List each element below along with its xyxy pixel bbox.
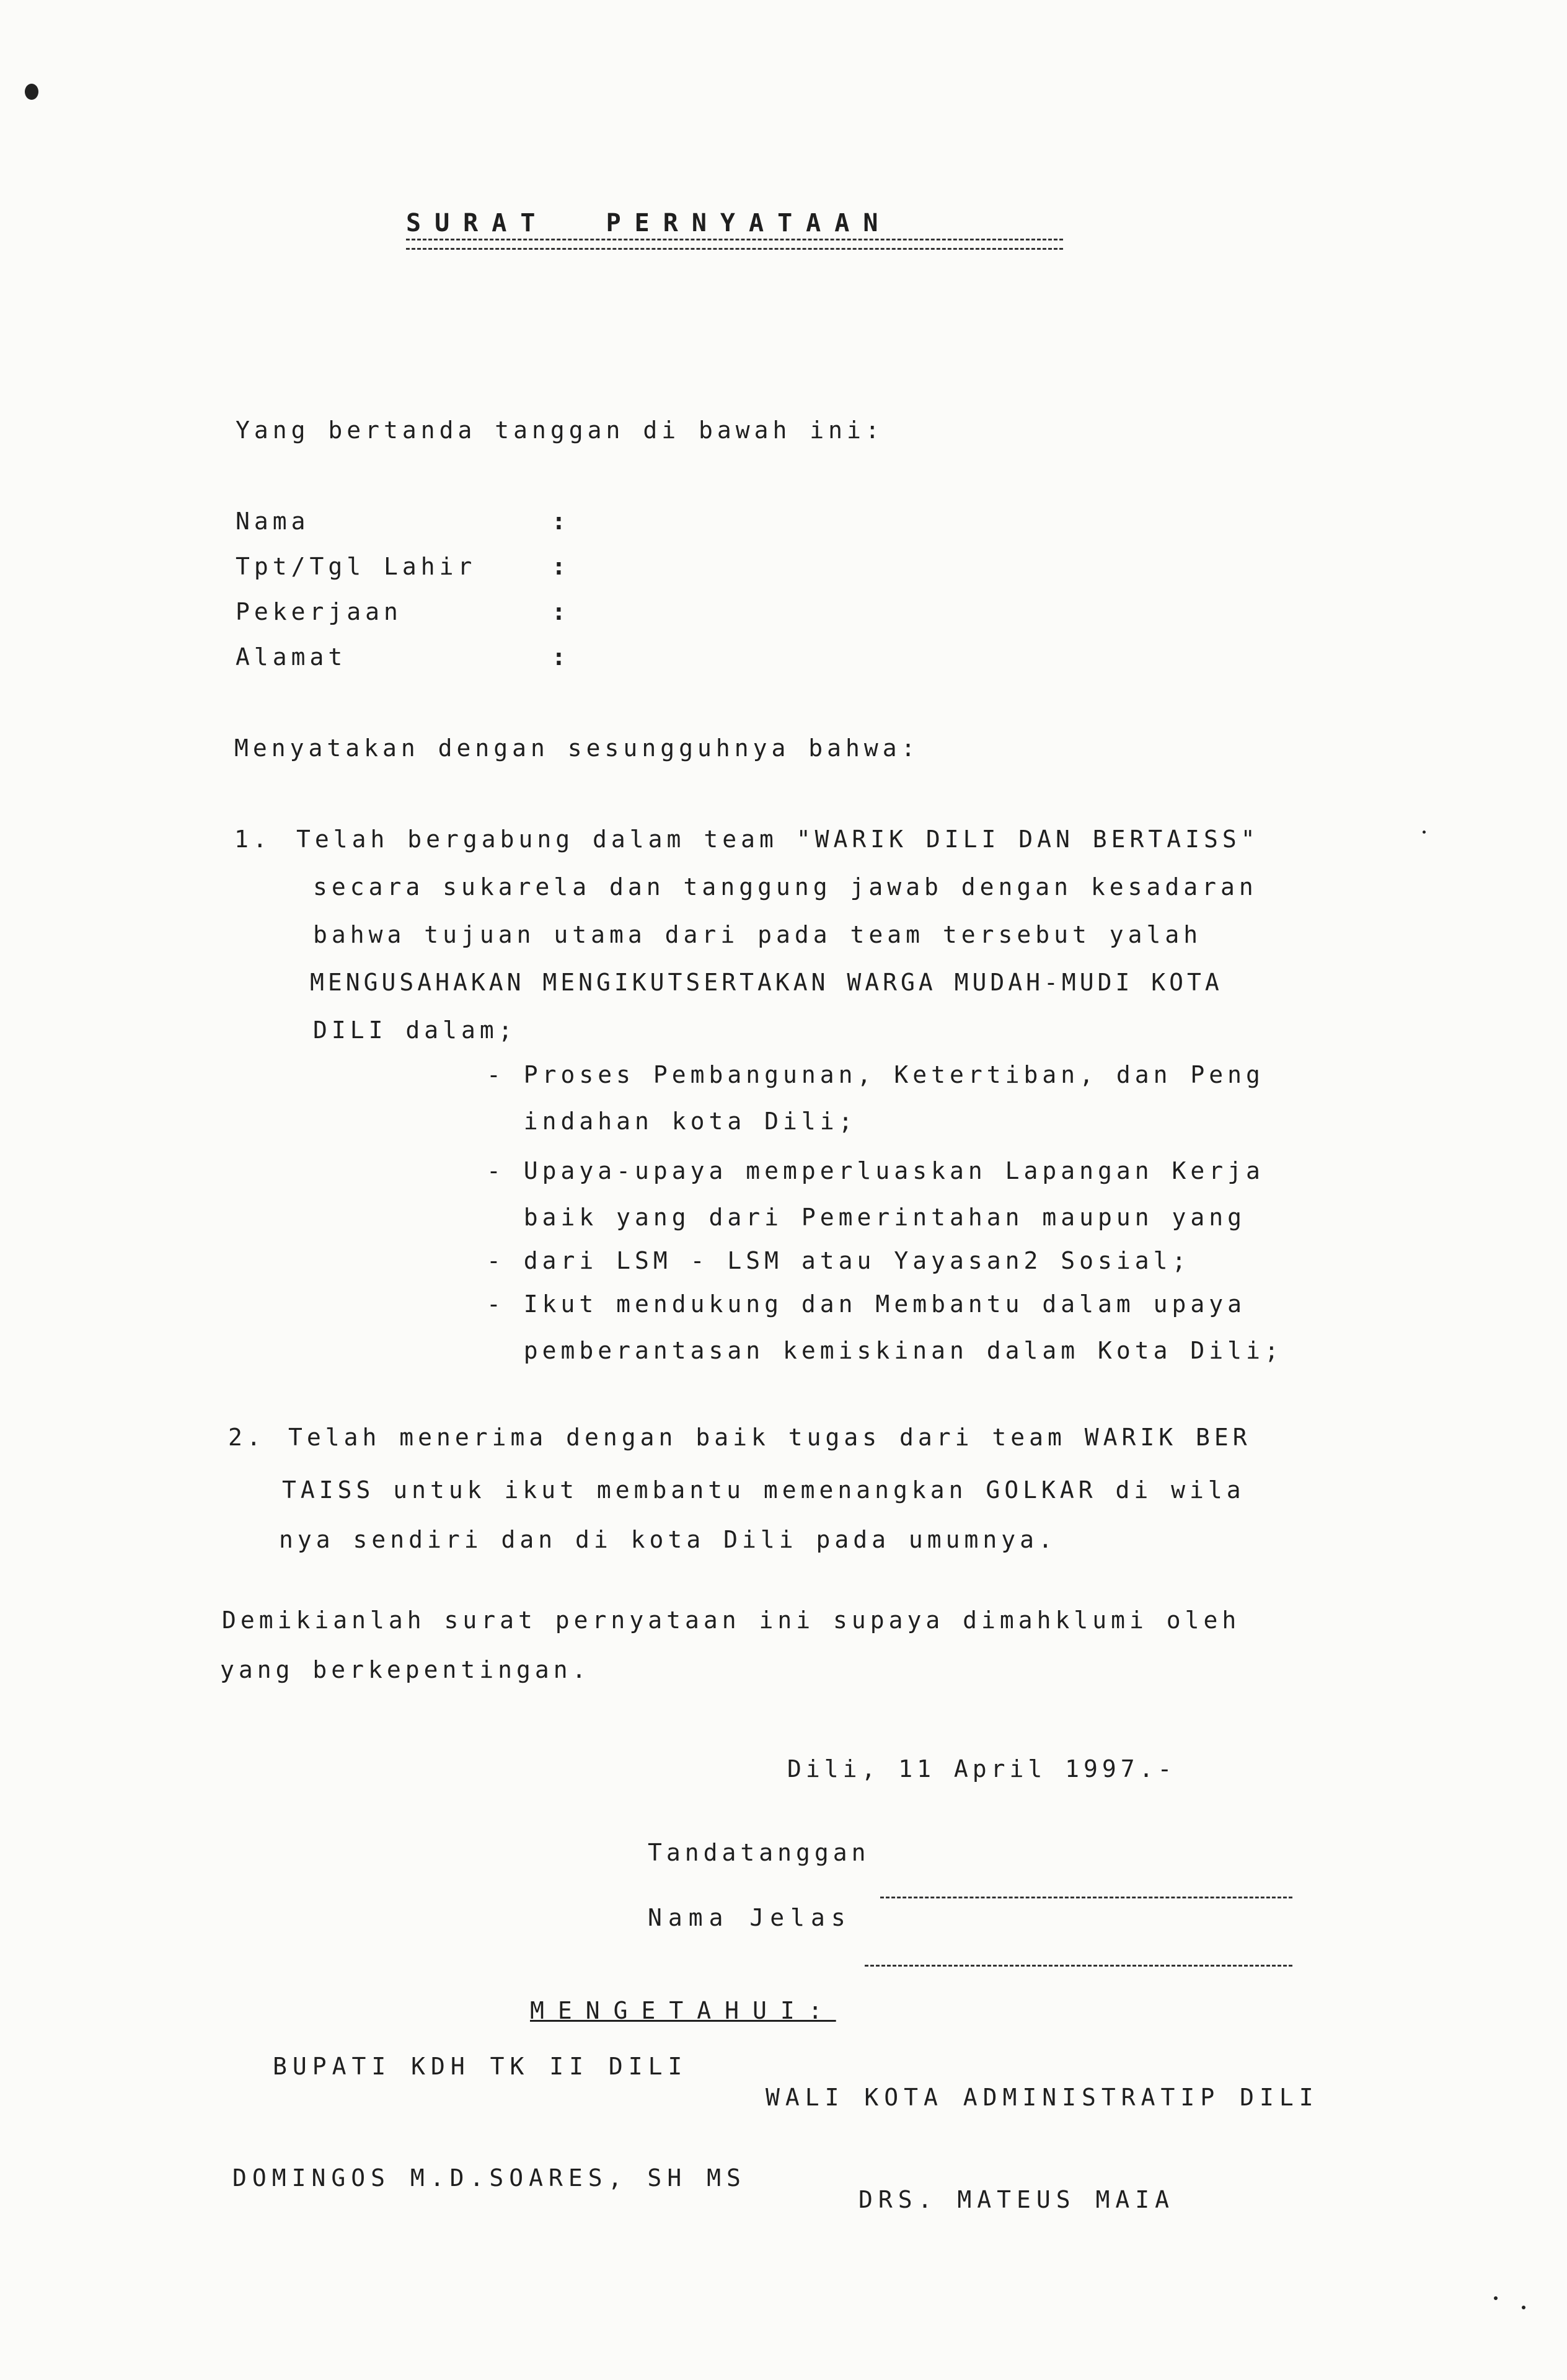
- ink-speck: [1494, 2296, 1498, 2300]
- name-label: Nama Jelas: [648, 1904, 852, 1931]
- official-left-name: DOMINGOS M.D.SOARES, SH MS: [232, 2164, 746, 2192]
- item-1-line: DILI dalam;: [313, 1016, 517, 1044]
- item-1-line: MENGUSAHAKAN MENGIKUTSERTAKAN WARGA MUDAH-MUDI KOTA: [310, 969, 1223, 996]
- bullet-line: - Ikut mendukung dan Membantu dalam upaya: [487, 1290, 1246, 1318]
- item-1-number: 1.: [234, 826, 271, 853]
- item-2-line: nya sendiri dan di kota Dili pada umumnya.: [279, 1526, 1057, 1553]
- ink-spot: [25, 84, 38, 100]
- item-2-number: 2.: [228, 1424, 265, 1451]
- field-label-pekerjaan: Pekerjaan: [236, 598, 402, 625]
- bullet-line: - Proses Pembangunan, Ketertiban, dan Peng: [487, 1061, 1265, 1088]
- item-1-line: Telah bergabung dalam team "WARIK DILI DAN BERTAISS": [296, 826, 1260, 853]
- intro-text: Yang bertanda tanggan di bawah ini:: [236, 416, 884, 444]
- item-2-line: TAISS untuk ikut membantu memenangkan GOLKAR di wila: [282, 1476, 1245, 1504]
- closing-line: Demikianlah surat pernyataan ini supaya dimahklumi oleh: [222, 1606, 1241, 1634]
- date-text: Dili, 11 April 1997.-: [787, 1755, 1176, 1783]
- official-right-name: DRS. MATEUS MAIA: [859, 2186, 1175, 2213]
- item-1-line: secara sukarela dan tanggung jawab dengan kesadaran: [313, 873, 1258, 901]
- official-right-title: WALI KOTA ADMINISTRATIP DILI: [766, 2084, 1319, 2111]
- item-2-line: Telah menerima dengan baik tugas dari team WARIK BER: [288, 1424, 1251, 1451]
- field-label-tpt-tgl-lahir: Tpt/Tgl Lahir: [236, 553, 477, 580]
- signature-line: [880, 1897, 1292, 1898]
- title-underline: [406, 239, 1063, 250]
- bullet-line: indahan kota Dili;: [487, 1108, 857, 1135]
- bullet-line: - Upaya-upaya memperluaskan Lapangan Kerja: [487, 1157, 1265, 1184]
- closing-line: yang berkepentingan.: [220, 1656, 591, 1683]
- field-colon-tpt-tgl-lahir: :: [552, 553, 570, 580]
- ink-speck: [1522, 2306, 1525, 2309]
- name-line: [865, 1965, 1292, 1967]
- statement-text: Menyatakan dengan sesungguhnya bahwa:: [234, 734, 920, 762]
- field-colon-nama: :: [552, 508, 570, 535]
- bullet-line: baik yang dari Pemerintahan maupun yang: [487, 1204, 1246, 1231]
- official-left-title: BUPATI KDH TK II DILI: [273, 2053, 688, 2080]
- document-title: SURAT PERNYATAAN: [406, 209, 892, 237]
- item-1-line: bahwa tujuan utama dari pada team tersebut yalah: [313, 921, 1203, 948]
- field-label-alamat: Alamat: [236, 643, 347, 671]
- field-colon-pekerjaan: :: [552, 598, 570, 625]
- field-colon-alamat: :: [552, 643, 570, 671]
- ink-speck: [1423, 831, 1426, 834]
- signature-label: Tandatanggan: [648, 1839, 870, 1866]
- acknowledged-heading: MENGETAHUI:: [530, 1997, 836, 2024]
- bullet-line: pemberantasan kemiskinan dalam Kota Dili;: [487, 1337, 1283, 1364]
- field-label-nama: Nama: [236, 508, 310, 535]
- bullet-line: - dari LSM - LSM atau Yayasan2 Sosial;: [487, 1247, 1191, 1274]
